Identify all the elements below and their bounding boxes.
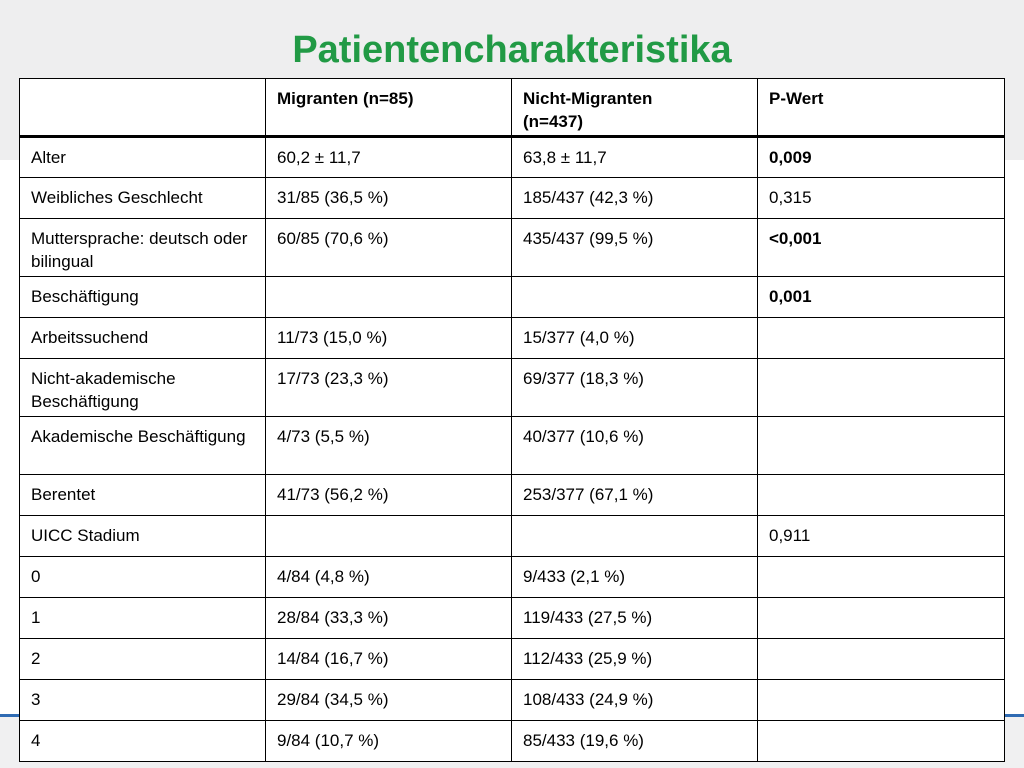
nicht-migranten-cell: 112/433 (25,9 %) bbox=[512, 639, 758, 680]
table-row bbox=[20, 277, 1005, 318]
nicht-migranten-cell: 63,8 ± 11,7 bbox=[512, 137, 758, 178]
p-wert-cell bbox=[758, 318, 1005, 359]
nicht-migranten-cell bbox=[512, 516, 758, 557]
migranten-cell: 29/84 (34,5 %) bbox=[266, 680, 512, 721]
table-row bbox=[20, 680, 1005, 721]
p-wert-cell bbox=[758, 639, 1005, 680]
migranten-cell: 17/73 (23,3 %) bbox=[266, 359, 512, 417]
row-label-cell: Nicht-akademische Beschäftigung bbox=[20, 359, 266, 417]
p-wert-cell bbox=[758, 680, 1005, 721]
migranten-cell: 9/84 (10,7 %) bbox=[266, 721, 512, 762]
migranten-cell: 60/85 (70,6 %) bbox=[266, 219, 512, 277]
header-cell-nicht-migranten: Nicht-Migranten (n=437) bbox=[512, 79, 758, 137]
p-wert-cell: 0,009 bbox=[758, 137, 1005, 178]
row-label-cell: 1 bbox=[20, 598, 266, 639]
p-wert-cell bbox=[758, 598, 1005, 639]
row-label-cell: Alter bbox=[20, 137, 266, 178]
table-row bbox=[20, 639, 1005, 680]
row-label-cell: 0 bbox=[20, 557, 266, 598]
nicht-migranten-cell: 119/433 (27,5 %) bbox=[512, 598, 758, 639]
row-label-cell: 4 bbox=[20, 721, 266, 762]
nicht-migranten-cell: 253/377 (67,1 %) bbox=[512, 475, 758, 516]
patient-characteristics-table bbox=[19, 78, 1005, 762]
migranten-cell: 14/84 (16,7 %) bbox=[266, 639, 512, 680]
nicht-migranten-cell: 85/433 (19,6 %) bbox=[512, 721, 758, 762]
p-wert-cell bbox=[758, 721, 1005, 762]
nicht-migranten-cell bbox=[512, 277, 758, 318]
table-row bbox=[20, 516, 1005, 557]
row-label-cell: Arbeitssuchend bbox=[20, 318, 266, 359]
migranten-cell bbox=[266, 516, 512, 557]
p-wert-cell bbox=[758, 475, 1005, 516]
table-row bbox=[20, 475, 1005, 516]
table-row bbox=[20, 219, 1005, 277]
row-label-cell: Muttersprache: deutsch oder bilingual bbox=[20, 219, 266, 277]
migranten-cell: 60,2 ± 11,7 bbox=[266, 137, 512, 178]
row-label-cell: Weibliches Geschlecht bbox=[20, 178, 266, 219]
header-cell-empty bbox=[20, 79, 266, 137]
table-row bbox=[20, 721, 1005, 762]
p-wert-cell bbox=[758, 359, 1005, 417]
nicht-migranten-cell: 15/377 (4,0 %) bbox=[512, 318, 758, 359]
table-row bbox=[20, 557, 1005, 598]
p-wert-cell: 0,911 bbox=[758, 516, 1005, 557]
p-wert-cell: <0,001 bbox=[758, 219, 1005, 277]
row-label-cell: Berentet bbox=[20, 475, 266, 516]
migranten-cell: 4/84 (4,8 %) bbox=[266, 557, 512, 598]
nicht-migranten-cell: 40/377 (10,6 %) bbox=[512, 417, 758, 475]
header-cell-migranten: Migranten (n=85) bbox=[266, 79, 512, 137]
table-header-row bbox=[20, 79, 1005, 137]
row-label-cell: 2 bbox=[20, 639, 266, 680]
page-title: Patientencharakteristika bbox=[292, 29, 732, 71]
table-body bbox=[20, 137, 1005, 762]
nicht-migranten-cell: 69/377 (18,3 %) bbox=[512, 359, 758, 417]
migranten-cell: 41/73 (56,2 %) bbox=[266, 475, 512, 516]
nicht-migranten-cell: 9/433 (2,1 %) bbox=[512, 557, 758, 598]
table-row bbox=[20, 417, 1005, 475]
nicht-migranten-cell: 435/437 (99,5 %) bbox=[512, 219, 758, 277]
table-row bbox=[20, 137, 1005, 178]
migranten-cell: 28/84 (33,3 %) bbox=[266, 598, 512, 639]
nicht-migranten-cell: 185/437 (42,3 %) bbox=[512, 178, 758, 219]
p-wert-cell bbox=[758, 557, 1005, 598]
migranten-cell: 4/73 (5,5 %) bbox=[266, 417, 512, 475]
table-row bbox=[20, 178, 1005, 219]
header-cell-p-wert: P-Wert bbox=[758, 79, 1005, 137]
migranten-cell bbox=[266, 277, 512, 318]
migranten-cell: 11/73 (15,0 %) bbox=[266, 318, 512, 359]
p-wert-cell bbox=[758, 417, 1005, 475]
table-row bbox=[20, 598, 1005, 639]
p-wert-cell: 0,315 bbox=[758, 178, 1005, 219]
migranten-cell: 31/85 (36,5 %) bbox=[266, 178, 512, 219]
table-row bbox=[20, 359, 1005, 417]
p-wert-cell: 0,001 bbox=[758, 277, 1005, 318]
row-label-cell: UICC Stadium bbox=[20, 516, 266, 557]
row-label-cell: Beschäftigung bbox=[20, 277, 266, 318]
nicht-migranten-cell: 108/433 (24,9 %) bbox=[512, 680, 758, 721]
table-row bbox=[20, 318, 1005, 359]
row-label-cell: Akademische Beschäftigung bbox=[20, 417, 266, 475]
row-label-cell: 3 bbox=[20, 680, 266, 721]
